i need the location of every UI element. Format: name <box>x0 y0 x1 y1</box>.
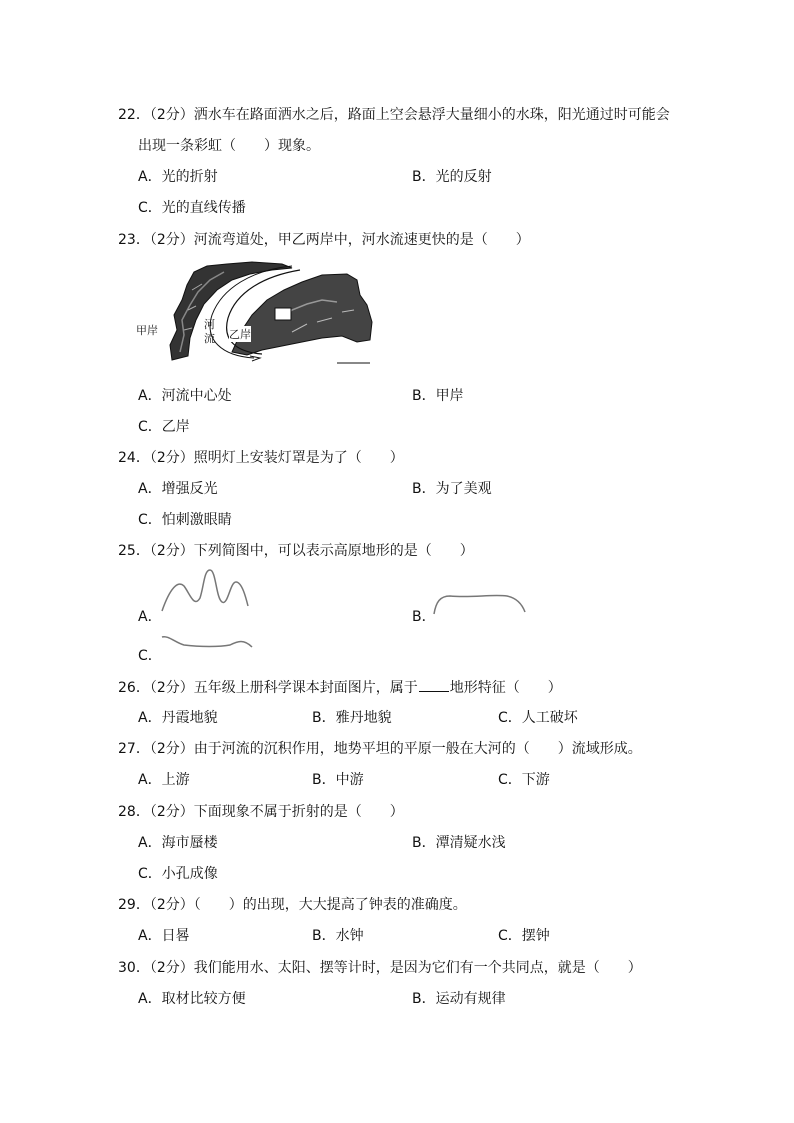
question-text-part1: 五年级上册科学课本封面图片，属于 <box>193 680 418 696</box>
question-text: 洒水车在路面洒水之后，路面上空会悬浮大量细小的水珠，阳光通过时可能会 <box>193 107 670 123</box>
question-text: 下列简图中，可以表示高原地形的是（ ） <box>193 543 474 559</box>
bank-a-label: 甲岸 <box>136 324 158 337</box>
question-number: 26． <box>118 680 150 696</box>
question-number: 27． <box>118 741 150 757</box>
question-26-stem <box>118 677 562 697</box>
question-29-stem <box>118 894 467 914</box>
q30-option-b[interactable]: B．运动有规律 <box>412 991 506 1007</box>
question-text: 照明灯上安装灯罩是为了（ ） <box>193 450 404 466</box>
question-number: 30． <box>118 960 150 976</box>
q29-option-a[interactable]: A．日晷 <box>138 928 190 944</box>
question-27-stem <box>118 738 642 758</box>
q28-option-c[interactable]: C．小孔成像 <box>138 866 218 882</box>
question-text: 河流弯道处，甲乙两岸中，河水流速更快的是（ ） <box>193 232 530 248</box>
plateau-profile-sketch <box>432 592 527 616</box>
river-bend-figure <box>132 260 377 368</box>
q26-option-c[interactable]: C．人工破坏 <box>498 710 578 726</box>
q30-option-a[interactable]: A．取材比较方便 <box>138 991 246 1007</box>
question-text: 由于河流的沉积作用，地势平坦的平原一般在大河的（ ）流域形成。 <box>193 741 642 757</box>
q29-option-b[interactable]: B．水钟 <box>312 928 364 944</box>
q27-option-b[interactable]: B．中游 <box>312 772 364 788</box>
q29-option-c[interactable]: C．摆钟 <box>498 928 550 944</box>
question-text-part2: 地形特征（ ） <box>449 680 562 696</box>
q23-option-a[interactable]: A．河流中心处 <box>138 388 232 404</box>
q25-option-b[interactable]: B． <box>412 609 436 625</box>
question-text: 我们能用水、太阳、摆等计时，是因为它们有一个共同点，就是（ ） <box>193 960 642 976</box>
mountain-profile-sketch <box>160 568 250 613</box>
q23-option-b[interactable]: B．甲岸 <box>412 388 464 404</box>
q27-option-a[interactable]: A．上游 <box>138 772 190 788</box>
question-24-stem <box>118 447 404 467</box>
question-number: 24． <box>118 450 150 466</box>
q28-option-a[interactable]: A．海市蜃楼 <box>138 835 218 851</box>
river-label-1: 河 <box>204 318 215 331</box>
question-score: （2分） <box>149 804 194 820</box>
question-23-stem <box>118 229 530 249</box>
question-score: （2分） <box>149 741 194 757</box>
question-score: （2分） <box>149 897 194 913</box>
river-bend-drawing <box>132 260 377 368</box>
question-text: 下面现象不属于折射的是（ ） <box>193 804 404 820</box>
question-number: 29． <box>118 897 150 913</box>
q22-option-a[interactable]: A．光的折射 <box>138 169 218 185</box>
q23-option-c[interactable]: C．乙岸 <box>138 419 190 435</box>
fill-in-blank[interactable] <box>419 679 449 692</box>
question-number: 25． <box>118 543 150 559</box>
question-score: （2分） <box>149 543 194 559</box>
question-score: （2分） <box>149 450 194 466</box>
q22-option-b[interactable]: B．光的反射 <box>412 169 492 185</box>
q26-option-b[interactable]: B．雅丹地貌 <box>312 710 392 726</box>
question-score: （2分） <box>149 107 194 123</box>
question-number: 23． <box>118 232 150 248</box>
q24-option-c[interactable]: C．怕刺激眼睛 <box>138 512 232 528</box>
question-30-stem <box>118 957 642 977</box>
basin-profile-sketch <box>160 633 255 655</box>
question-number: 28． <box>118 804 150 820</box>
question-22-stem <box>118 104 670 124</box>
question-number: 22． <box>118 107 150 123</box>
q22-option-c[interactable]: C．光的直线传播 <box>138 200 246 216</box>
question-score: （2分） <box>149 680 194 696</box>
question-25-stem <box>118 540 474 560</box>
q25-option-a[interactable]: A． <box>138 609 162 625</box>
q25-option-c[interactable]: C． <box>138 648 162 664</box>
question-22-stem-line2: 出现一条彩虹（ ）现象。 <box>138 138 320 154</box>
river-label-2: 流 <box>204 332 215 345</box>
question-score: （2分） <box>149 232 194 248</box>
bank-b-label: 乙岸 <box>229 328 251 341</box>
q24-option-a[interactable]: A．增强反光 <box>138 481 218 497</box>
q26-option-a[interactable]: A．丹霞地貌 <box>138 710 218 726</box>
question-score: （2分） <box>149 960 194 976</box>
q28-option-b[interactable]: B．潭清疑水浅 <box>412 835 506 851</box>
q27-option-c[interactable]: C．下游 <box>498 772 550 788</box>
question-text: （ ）的出现，大大提高了钟表的准确度。 <box>193 897 467 913</box>
question-28-stem <box>118 801 404 821</box>
q24-option-b[interactable]: B．为了美观 <box>412 481 492 497</box>
